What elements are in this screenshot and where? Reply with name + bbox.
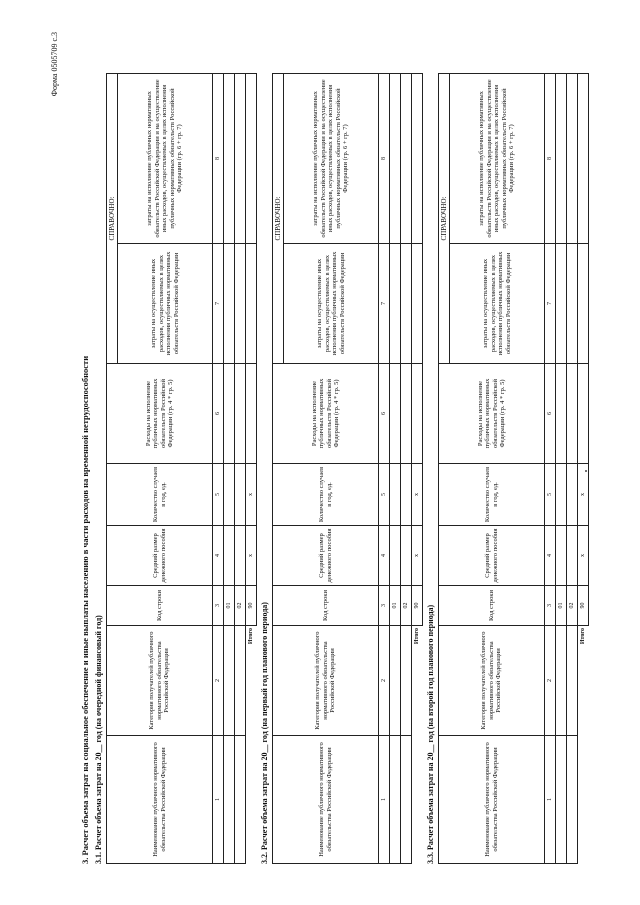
total-label: Итого (579, 628, 586, 645)
x-mark: x (578, 526, 589, 586)
total-row (246, 74, 257, 864)
col-number: 5 (213, 464, 224, 526)
hdr-name: Наименование публичного нормативного обязательства Российской Федерации (107, 736, 213, 864)
hdr-other: затраты на осуществление иных расходов, осуществляемых в целях исполнения публичных нормативных обязательств Российской Федерации (450, 244, 545, 364)
row-code: 02 (401, 586, 412, 626)
table-row (401, 74, 412, 864)
table-row (390, 74, 401, 864)
col-number: 6 (545, 364, 556, 464)
section-title: 3. Расчет объема затрат на социальное обеспечение и иные выплаты населению в части расходов на временной нетрудоспособности (80, 355, 90, 864)
total-row (578, 74, 589, 864)
hdr-expenses: Расходы на исполнение публичных нормативных обязательств Российской Федерации (гр. 4 * гр. 5) (439, 364, 545, 464)
hdr-total-costs: затраты на исполнение публичных нормативных обязательств Российской Федерации и на осуществление иных расходов, осуществляемых в целях исполнения публичных нормативных обязательств Российской Федерации (гр. 6 + гр. 7) (284, 74, 379, 244)
col-number: 3 (379, 586, 390, 626)
total-code: 90 (578, 586, 589, 626)
col-number: 4 (545, 526, 556, 586)
hdr-count: Количество случаев в год, ед. (107, 464, 213, 526)
table-3-2 (272, 73, 423, 864)
table-row (556, 74, 567, 864)
hdr-category: Категория получателей публичного нормативного обязательства Российской Федерации (439, 626, 545, 736)
hdr-code: Код строки (107, 586, 213, 626)
x-mark: x (578, 464, 589, 526)
rotated-page (40, 32, 600, 872)
hdr-name: Наименование публичного нормативного обязательства Российской Федерации (273, 736, 379, 864)
col-number: 7 (213, 244, 224, 364)
subsection-title-3: 3.3. Расчет объема затрат на 20__ год (на второй год планового периода) (426, 604, 435, 864)
col-number: 6 (379, 364, 390, 464)
hdr-name: Наименование публичного нормативного обязательства Российской Федерации (439, 736, 545, 864)
col-number: 4 (379, 526, 390, 586)
hdr-total-costs: затраты на исполнение публичных нормативных обязательств Российской Федерации и на осуществление иных расходов, осуществляемых в целях исполнения публичных нормативных обязательств Российской Федерации (гр. 6 + гр. 7) (118, 74, 213, 244)
scan-speck (585, 470, 587, 472)
total-row (412, 74, 423, 864)
row-code: 01 (390, 586, 401, 626)
subsection-title-1: 3.1. Расчет объема затрат на 20__ год (на очередной финансовый год) (94, 615, 103, 864)
hdr-expenses: Расходы на исполнение публичных нормативных обязательств Российской Федерации (гр. 4 * гр. 5) (273, 364, 379, 464)
hdr-spravochno: СПРАВОЧНО: (107, 74, 118, 364)
total-label: Итого (247, 628, 254, 645)
row-code: 01 (224, 586, 235, 626)
hdr-expenses: Расходы на исполнение публичных нормативных обязательств Российской Федерации (гр. 4 * гр. 5) (107, 364, 213, 464)
row-code: 02 (567, 586, 578, 626)
form-code: Форма 0505709 с.3 (50, 32, 59, 97)
hdr-avg: Средний размер денежного пособия (439, 526, 545, 586)
col-number: 2 (545, 626, 556, 736)
table-row (224, 74, 235, 864)
subsection-title-2: 3.2. Расчет объема затрат на 20__ год (на первый год планового периода) (260, 602, 269, 864)
col-number: 8 (213, 74, 224, 244)
col-number: 3 (213, 586, 224, 626)
total-code: 90 (246, 586, 257, 626)
table-row (235, 74, 246, 864)
col-number: 2 (213, 626, 224, 736)
col-number: 1 (213, 736, 224, 864)
table-3-1 (106, 73, 257, 864)
x-mark: x (412, 464, 423, 526)
col-number: 5 (379, 464, 390, 526)
col-number: 7 (545, 244, 556, 364)
col-number: 3 (545, 586, 556, 626)
total-code: 90 (412, 586, 423, 626)
row-code: 01 (556, 586, 567, 626)
x-mark: x (246, 526, 257, 586)
hdr-other: затраты на осуществление иных расходов, осуществляемых в целях исполнения публичных нормативных обязательств Российской Федерации (284, 244, 379, 364)
col-number: 1 (379, 736, 390, 864)
row-code: 02 (235, 586, 246, 626)
hdr-code: Код строки (439, 586, 545, 626)
hdr-category: Категория получателей публичного нормативного обязательства Российской Федерации (107, 626, 213, 736)
hdr-avg: Средний размер денежного пособия (107, 526, 213, 586)
col-number: 7 (379, 244, 390, 364)
hdr-avg: Средний размер денежного пособия (273, 526, 379, 586)
total-label: Итого (413, 628, 420, 645)
hdr-category: Категория получателей публичного нормативного обязательства Российской Федерации (273, 626, 379, 736)
hdr-spravochno: СПРАВОЧНО: (273, 74, 284, 364)
col-number: 5 (545, 464, 556, 526)
hdr-other: затраты на осуществление иных расходов, осуществляемых в целях исполнения публичных нормативных обязательств Российской Федерации (118, 244, 213, 364)
hdr-count: Количество случаев в год, ед. (439, 464, 545, 526)
hdr-code: Код строки (273, 586, 379, 626)
col-number: 8 (379, 74, 390, 244)
table-row (567, 74, 578, 864)
hdr-count: Количество случаев в год, ед. (273, 464, 379, 526)
col-number: 1 (545, 736, 556, 864)
col-number: 6 (213, 364, 224, 464)
hdr-spravochno: СПРАВОЧНО: (439, 74, 450, 364)
x-mark: x (412, 526, 423, 586)
col-number: 2 (379, 626, 390, 736)
table-3-3 (438, 73, 589, 864)
x-mark: x (246, 464, 257, 526)
hdr-total-costs: затраты на исполнение публичных нормативных обязательств Российской Федерации и на осуществление иных расходов, осуществляемых в целях исполнения публичных нормативных обязательств Российской Федерации (гр. 6 + гр. 7) (450, 74, 545, 244)
col-number: 8 (545, 74, 556, 244)
col-number: 4 (213, 526, 224, 586)
